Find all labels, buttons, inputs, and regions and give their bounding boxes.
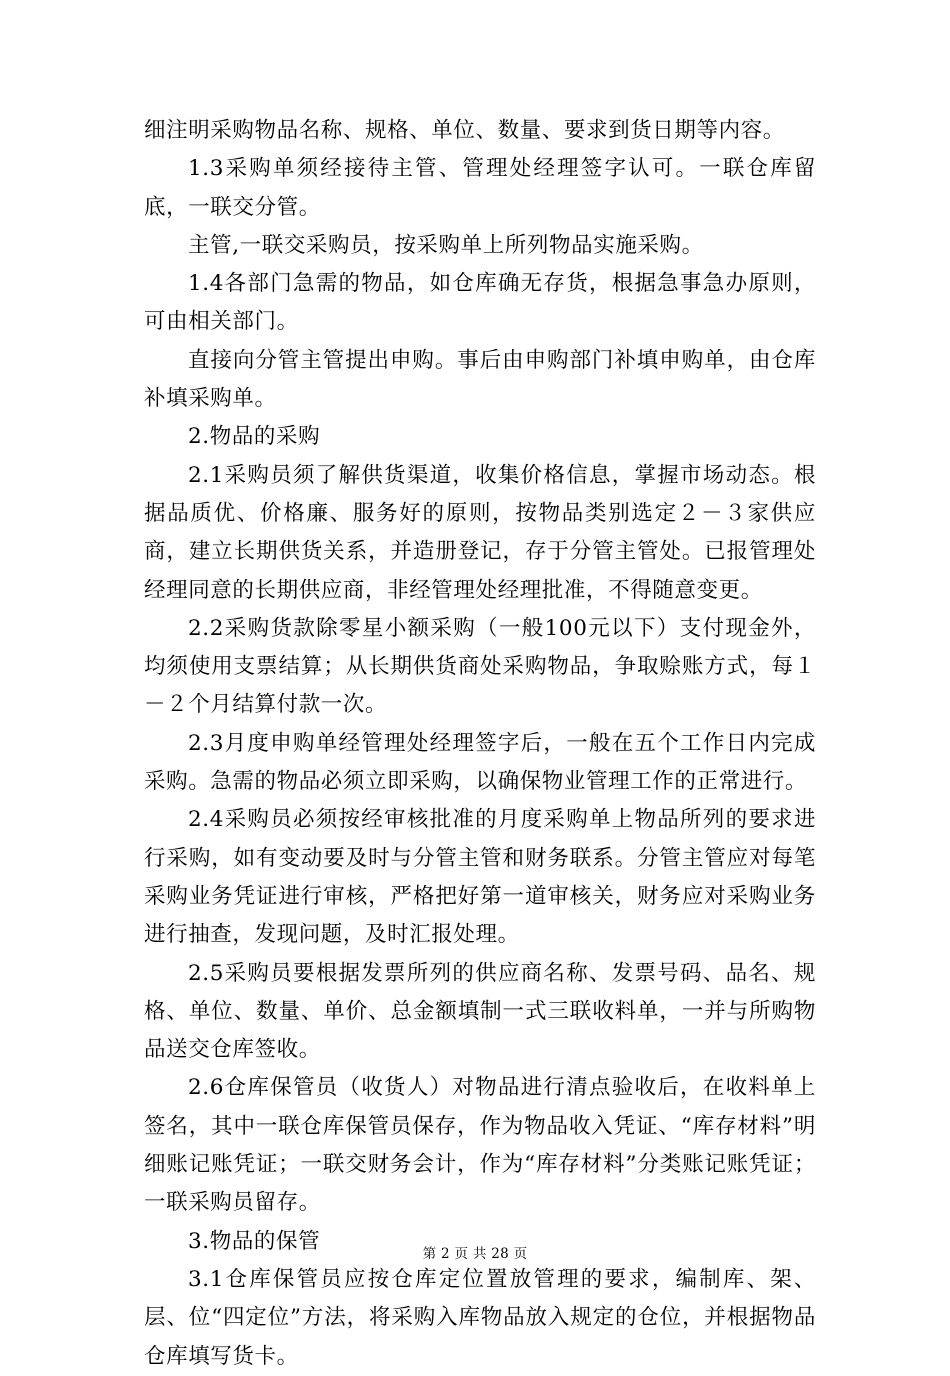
body-paragraph: 3.1仓库保管员应按仓库定位置放管理的要求，编制库、架、层、位“四定位”方法，将采购入库物品放入规定的仓位，并根据物品仓库填写货卡。	[144, 1266, 816, 1369]
body-paragraph: 主管,一联交采购员，按采购单上所列物品实施采购。	[188, 232, 704, 258]
body-paragraph: 3.物品的保管	[188, 1228, 321, 1254]
body-paragraph: 2.5采购员要根据发票所列的供应商名称、发票号码、品名、规格、单位、数量、单价、总金额填制一式三联收料单，一并与所购物品送交仓库签收。	[144, 960, 816, 1063]
body-paragraph: 细注明采购物品名称、规格、单位、数量、要求到货日期等内容。	[144, 118, 785, 143]
body-paragraph: 2.3月度申购单经管理处经理签字后，一般在五个工作日内完成采购。急需的物品必须立即采购，以确保物业管理工作的正常进行。	[144, 730, 816, 795]
body-paragraph: 1.3采购单须经接待主管、管理处经理签字认可。一联仓库留底，一联交分管。	[144, 156, 816, 220]
body-paragraph: 2.1采购员须了解供货渠道，收集价格信息，掌握市场动态。根据品质优、价格廉、服务好的原则，按物品类别选定２－３家供应商，建立长期供货关系，并造册登记，存于分管主管处。已报管理处经理同意的长期供应商，非经管理处经理批准，不得随意变更。	[144, 462, 816, 603]
document-body	[144, 112, 816, 1376]
body-paragraph: 1.4各部门急需的物品，如仓库确无存货，根据急事急办原则，可由相关部门。	[144, 271, 816, 335]
body-paragraph: 2.物品的采购	[188, 424, 321, 450]
page-number-footer: 第 2 页 共 28 页	[422, 1246, 528, 1262]
body-paragraph: 2.2采购货款除零星小额采购（一般100元以下）支付现金外，均须使用支票结算；从长期供货商处采购物品，争取赊账方式，每１－２个月结算付款一次。	[144, 615, 816, 718]
body-paragraph: 2.6仓库保管员（收货人）对物品进行清点验收后，在收料单上签名，其中一联仓库保管员保存，作为物品收入凭证、“库存材料”明细账记账凭证；一联交财务会计，作为“库存材料”分类账记账凭证；一联采购员留存。	[144, 1075, 816, 1216]
body-paragraph: 直接向分管主管提出申购。事后由申购部门补填申购单，由仓库补填采购单。	[144, 347, 816, 412]
body-paragraph: 2.4采购员必须按经审核批准的月度采购单上物品所列的要求进行采购，如有变动要及时与分管主管和财务联系。分管主管应对每笔采购业务凭证进行审核，严格把好第一道审核关，财务应对采购业务进行抽查，发现问题，及时汇报处理。	[144, 807, 816, 948]
